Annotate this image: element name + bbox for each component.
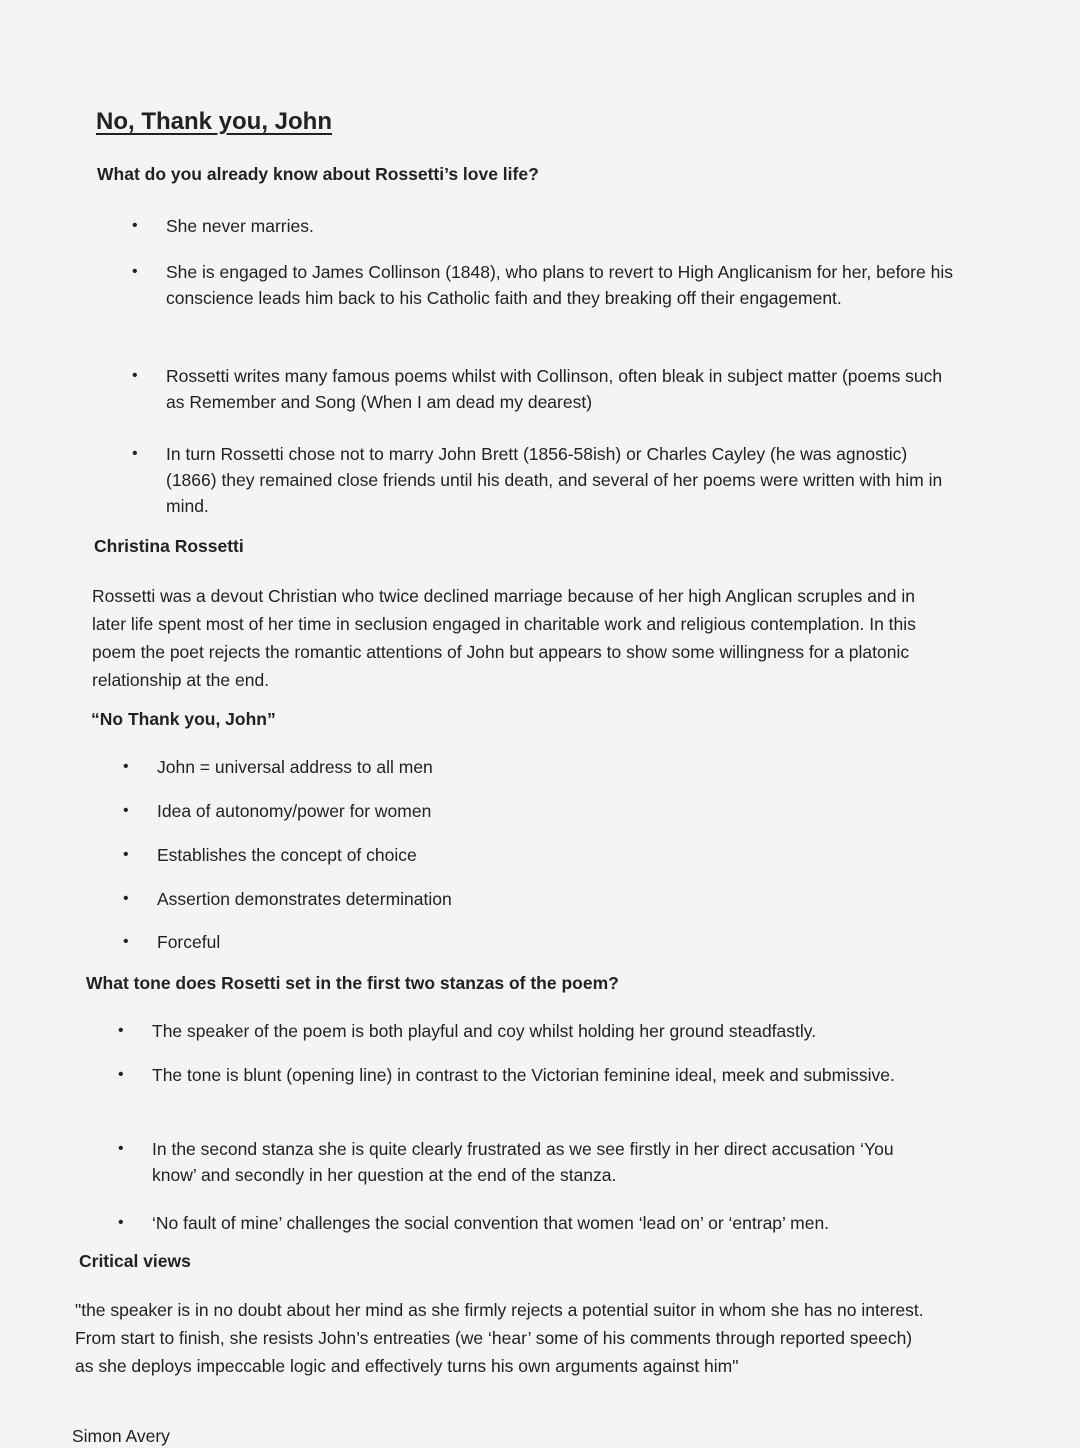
- heading-poem-title: “No Thank you, John”: [91, 709, 276, 729]
- bullet-icon: •: [123, 802, 129, 819]
- heading-critical-views: Critical views: [79, 1251, 191, 1271]
- heading-love-life: What do you already know about Rossetti’s love life?: [97, 164, 539, 184]
- list-item: • Forceful: [157, 929, 947, 955]
- bullet-icon: •: [123, 846, 129, 863]
- list-item: • John = universal address to all men: [157, 754, 947, 780]
- critical-quote: "the speaker is in no doubt about her mind as she firmly rejects a potential suitor in whom she has no interest. From start to finish, she resists John’s entreaties (we ‘hear’ some of his comments through reported speech) as she deploys impeccable logic and effectively turns his own arguments against him": [75, 1300, 924, 1376]
- list-item: • She never marries.: [166, 213, 956, 239]
- quote-author: Simon Avery: [72, 1426, 170, 1446]
- list-item: • Establishes the concept of choice: [157, 842, 947, 868]
- list-item: • Assertion demonstrates determination: [157, 886, 947, 912]
- bullet-icon: •: [132, 263, 138, 280]
- bullet-icon: •: [123, 758, 129, 775]
- list-item: • ‘No fault of mine’ challenges the social convention that women ‘lead on’ or ‘entrap’ men.: [152, 1210, 952, 1236]
- heading-christina-rossetti: Christina Rossetti: [94, 536, 244, 556]
- heading-tone: What tone does Rosetti set in the first two stanzas of the poem?: [86, 973, 619, 993]
- bullet-icon: •: [132, 367, 138, 384]
- list-item: • The speaker of the poem is both playful and coy whilst holding her ground steadfastly.: [152, 1018, 942, 1044]
- document-title: No, Thank you, John: [96, 108, 333, 135]
- list-item: • Idea of autonomy/power for women: [157, 798, 947, 824]
- list-item: • Rossetti writes many famous poems whilst with Collinson, often bleak in subject matter (poems such as Remember and Song (When I am dead my dearest): [166, 363, 956, 415]
- list-item: • In turn Rossetti chose not to marry John Brett (1856-58ish) or Charles Cayley (he was agnostic)(1866) they remained close friends until his death, and several of her poems were written with him in mind.: [166, 441, 956, 519]
- list-item: • The tone is blunt (opening line) in contrast to the Victorian feminine ideal, meek and submissive.: [152, 1062, 942, 1088]
- bio-paragraph: Rossetti was a devout Christian who twice declined marriage because of her high Anglican scruples and in later life spent most of her time in seclusion engaged in charitable work and religious contemplation. In this poem the poet rejects the romantic attentions of John but appears to show some willingness for a platonic relationship at the end.: [92, 586, 916, 690]
- bullet-icon: •: [118, 1022, 124, 1039]
- bullet-icon: •: [118, 1214, 124, 1231]
- list-item: • She is engaged to James Collinson (1848), who plans to revert to High Anglicanism for her, before his conscience leads him back to his Catholic faith and they breaking off their engagement.: [166, 259, 956, 311]
- bullet-icon: •: [118, 1066, 124, 1083]
- bullet-icon: •: [118, 1140, 124, 1157]
- list-item: • In the second stanza she is quite clearly frustrated as we see firstly in her direct accusation ‘You know’ and secondly in her question at the end of the stanza.: [152, 1136, 942, 1188]
- bullet-icon: •: [132, 445, 138, 462]
- bullet-icon: •: [123, 933, 129, 950]
- bullet-icon: •: [132, 217, 138, 234]
- bullet-icon: •: [123, 890, 129, 907]
